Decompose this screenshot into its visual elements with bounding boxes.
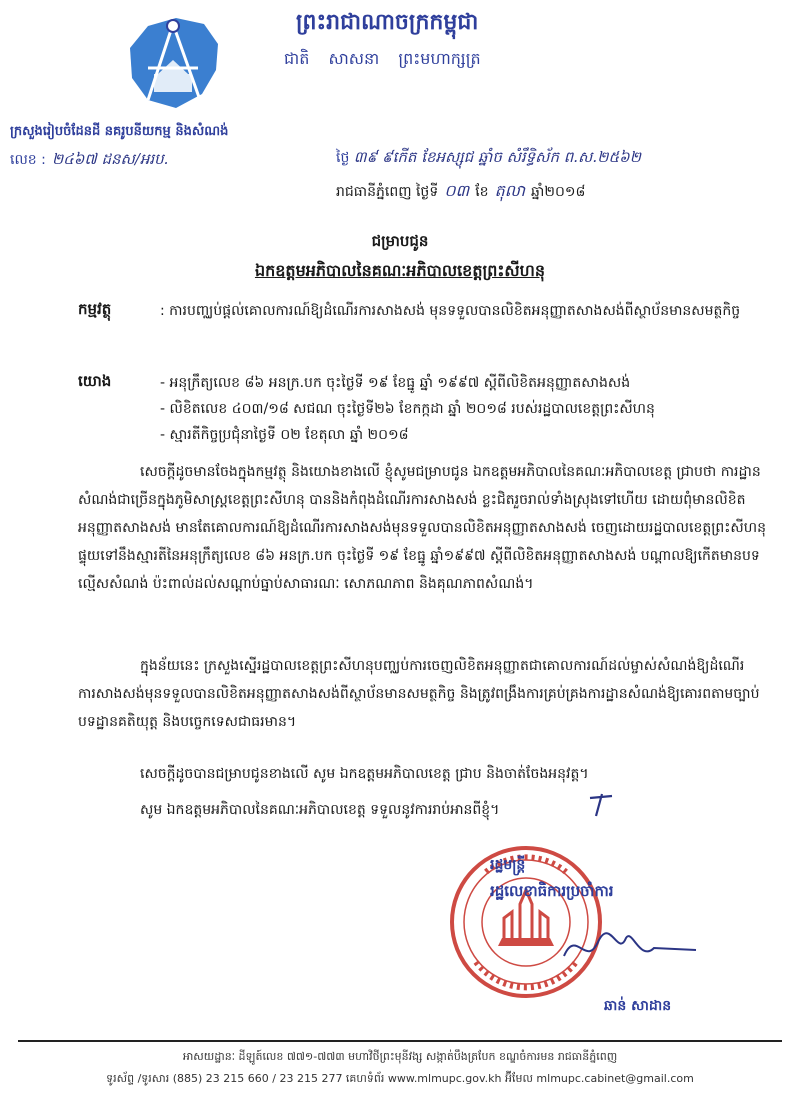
addressee: ឯកឧត្តមអភិបាលនៃគណៈអភិបាលខេត្តព្រះសីហនុ xyxy=(254,261,546,280)
lunar-date xyxy=(336,148,641,170)
subject-text-value: ការបញ្ឈប់ផ្តល់គោលការណ៍ឱ្យដំណើរការសាងសង់ មុនទទួលបានលិខិតអនុញ្ញាតសាងសង់ពីស្ថាប័នមានសមត្ថកិច្ច xyxy=(169,303,741,319)
solar-date-day: ០៣ xyxy=(444,181,470,200)
initial-mark xyxy=(586,790,616,820)
lunar-date-prefix: ថ្ងៃ xyxy=(336,150,350,166)
references-list xyxy=(160,370,780,448)
ministry-logo xyxy=(118,8,228,120)
solar-date-month-label: ខែ xyxy=(475,184,489,200)
body-paragraph-3: សេចក្តីដូចបានជម្រាបជូនខាងលើ សូម ឯកឧត្តមអភិបាលខេត្ត ជ្រាប និងចាត់ចែងអនុវត្ត។ xyxy=(140,766,589,782)
closing-paragraph: សូម ឯកឧត្តមអភិបាលនៃគណៈអភិបាលខេត្ត ទទួលនូវការរាប់អានពីខ្ញុំ។ xyxy=(140,802,500,818)
body-paragraph-1: សេចក្តីដូចមានចែងក្នុងកម្មវត្ថុ និងយោងខាងលើ ខ្ញុំសូមជម្រាបជូន ឯកឧត្តមអភិបាលនៃគណៈអភិបាលខេត្ត ជ្រាបថា ការដ្ឋានសំណង់ជាច្រើនក្នុងភូមិសាស្ត្រខេត្តព្រះសីហនុ បាននិងកំពុងដំណើរការសាងសង់ ខ្លះជិតរួចរាល់ទាំងស្រុងទៅហើយ ដោយពុំមានលិខិតអនុញ្ញាតសាងសង់ មានតែគោលការណ៍ឱ្យដំណើរការសាងសង់មុនទទួលបានលិខិតអនុញ្ញាតសាងសង់ ចេញដោយរដ្ឋបាលខេត្តព្រះសីហនុ ផ្ទុយទៅនឹងស្មារតីនៃអនុក្រឹត្យលេខ ៨៦ អនក្រ.បក ចុះថ្ងៃទី ១៩ ខែធ្នូ ឆ្នាំ១៩៩៧ ស្តីពីលិខិតអនុញ្ញាតសាងសង់ បណ្តាលឱ្យកើតមានបទល្មើសសំណង់ ប៉ះពាល់ដល់សណ្តាប់ធ្នាប់សាធារណៈ សោភណភាព និងគុណភាពសំណង់។ xyxy=(78,464,766,592)
salutation: ជម្រាបជូន xyxy=(371,232,429,250)
body-paragraph-2: ក្នុងន័យនេះ ក្រសួងស្នើរដ្ឋបាលខេត្តព្រះសីហនុបញ្ឈប់ការចេញលិខិតអនុញ្ញាតជាគោលការណ៍ដល់ម្ចាស់សំណង់ឱ្យដំណើរការសាងសង់មុនទទួលបានលិខិតអនុញ្ញាតសាងសង់ពីស្ថាប័នមានសមត្ថកិច្ច និងត្រូវពង្រឹងការគ្រប់គ្រងការដ្ឋានសំណង់ឱ្យគោរពតាមច្បាប់ បទដ្ឋានគតិយុត្ត និងបច្ចេកទេសជាធរមាន។ xyxy=(78,658,760,730)
solar-date-year: ឆ្នាំ២០១៨ xyxy=(531,184,586,200)
solar-date-prefix: រាជធានីភ្នំពេញ ថ្ងៃទី xyxy=(336,184,439,200)
subject-text: : ការបញ្ឈប់ផ្តល់គោលការណ៍ឱ្យដំណើរការសាងសង់ មុនទទួលបានលិខិតអនុញ្ញាតសាងសង់ពីស្ថាប័នមានសមត្ថកិច្ច xyxy=(160,303,741,319)
reference-value: ២៤៦៧ ដនស/អរប. xyxy=(51,150,169,168)
national-motto: ជាតិ សាសនា ព្រះមហាក្សត្រ xyxy=(284,49,481,68)
lunar-date-value: ៣៩ ៩កើត ខែអស្សុជ ឆ្នាំច សំរឹទ្ធិស័ក ព.ស.២៥៦២ xyxy=(353,148,642,166)
footer-contact: ទូរស័ព្ទ /ទូរសារ (885) 23 215 660 / 23 215 277 គេហទំព័រ www.mlmupc.gov.kh អ៊ីមែល mlmupc.cabinet@gmail.com xyxy=(106,1072,694,1085)
solar-date xyxy=(336,180,585,204)
reference-item: - លិខិតលេខ ៤០៣/១៨ សជណ ចុះថ្ងៃទី២៦ ខែកក្កដា ឆ្នាំ ២០១៨ របស់រដ្ឋបាលខេត្តព្រះសីហនុ xyxy=(160,401,655,417)
signer-name: ឆាន់ សាដាន xyxy=(604,998,672,1014)
reference-item: - អនុក្រឹត្យលេខ ៨៦ អនក្រ.បក ចុះថ្ងៃទី ១៩ ខែធ្នូ ឆ្នាំ ១៩៩៧ ស្តីពីលិខិតអនុញ្ញាតសាងសង់ xyxy=(160,375,631,391)
signature-title-minister: រដ្ឋមន្ត្រី xyxy=(490,857,526,873)
ministry-name: ក្រសួងរៀបចំដែនដី នគរូបនីយកម្ម និងសំណង់ xyxy=(10,124,229,139)
kingdom-heading: ព្រះរាជាណាចក្រកម្ពុជា xyxy=(296,10,479,35)
reference-label: លេខ : xyxy=(10,152,46,168)
footer-divider xyxy=(18,1040,782,1042)
handwritten-signature xyxy=(556,918,706,978)
signature-title-secretary: រដ្ឋលេខាធិការប្រចាំការ xyxy=(490,882,614,900)
footer-address: អាសយដ្ឋានៈ ដីឡូត៍លេខ ៧៧១-៧៧៣ មហាវិថីព្រះមុនីវង្ស សង្កាត់បឹងត្របែក ខណ្ឌចំការមន រាជធានីភ្នំពេញ xyxy=(182,1050,618,1063)
solar-date-month: តុលា xyxy=(494,181,526,200)
references-label: យោង xyxy=(78,372,112,390)
reference-item: - ស្មារតីកិច្ចប្រជុំនាថ្ងៃទី ០២ ខែតុលា ឆ្នាំ ២០១៨ xyxy=(160,427,409,443)
subject-label: កម្មវត្ថុ xyxy=(78,300,112,318)
reference-number xyxy=(10,150,168,172)
